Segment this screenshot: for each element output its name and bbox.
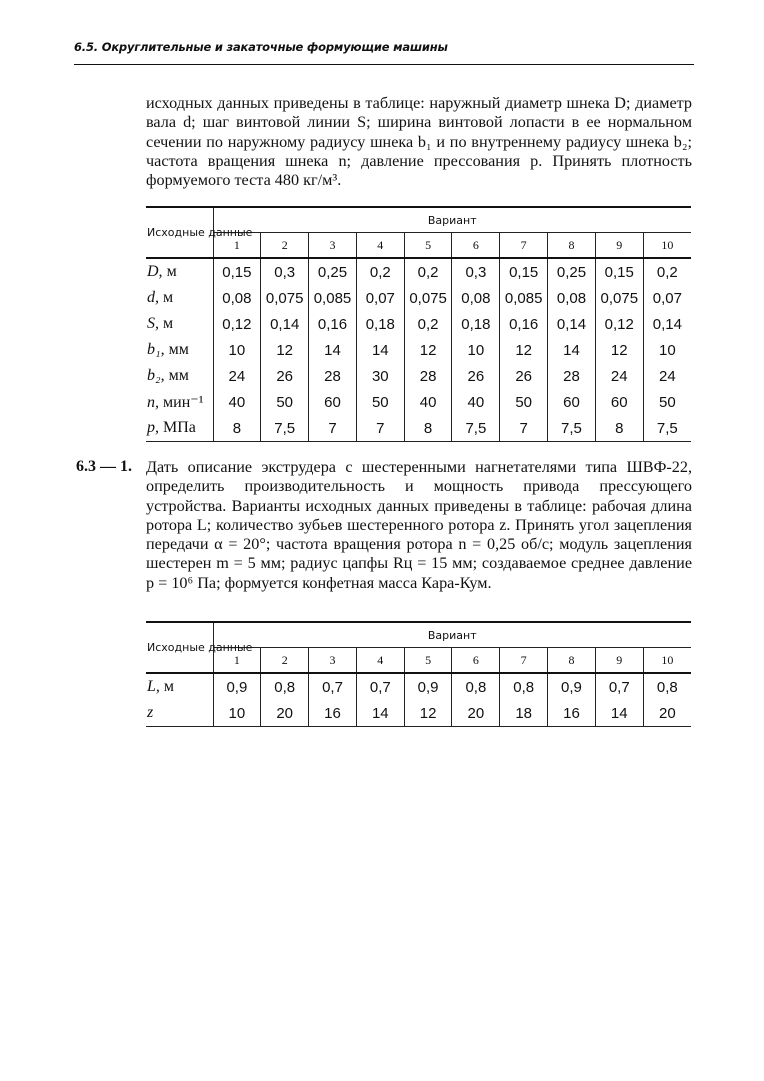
variant-number-cell: 1: [213, 648, 261, 674]
table-cell: 0,18: [452, 311, 500, 337]
parameter-label: [146, 415, 213, 442]
table-cell: 0,075: [404, 285, 452, 311]
parameter-unit: мм: [164, 341, 189, 358]
parameter-label: [146, 700, 213, 727]
parameter-symbol: D,: [147, 263, 163, 280]
header-row: [146, 622, 691, 648]
param-header-cell: Исходные данные: [146, 622, 213, 673]
table-cell: 14: [309, 337, 357, 363]
table-cell: 40: [213, 389, 261, 415]
table-cell: 20: [643, 700, 691, 727]
table-cell: 14: [548, 337, 596, 363]
table-cell: 26: [261, 363, 309, 389]
table-cell: 24: [595, 363, 643, 389]
table-cell: 12: [595, 337, 643, 363]
parameter-symbol: z: [147, 704, 154, 721]
table-cell: 0,16: [309, 311, 357, 337]
table-cell: 60: [595, 389, 643, 415]
table-cell: 50: [261, 389, 309, 415]
table-cell: 8: [404, 415, 452, 442]
table-cell: 28: [309, 363, 357, 389]
table-cell: 24: [213, 363, 261, 389]
table-cell: 0,085: [500, 285, 548, 311]
parameter-symbol: b₂,: [147, 367, 165, 384]
variant-header-cell: Вариант: [213, 207, 691, 233]
table-cell: 7,5: [261, 415, 309, 442]
table-row: [146, 285, 691, 311]
table-cell: 8: [595, 415, 643, 442]
table-cell: 0,08: [548, 285, 596, 311]
variant-number-cell: 2: [261, 648, 309, 674]
parameter-symbol: n,: [147, 394, 159, 411]
table-row: [146, 415, 691, 442]
table-cell: 10: [643, 337, 691, 363]
parameter-label: [146, 337, 213, 363]
running-header: 6.5. Округлительные и закаточные формующие машины: [74, 40, 448, 54]
table-cell: 0,3: [261, 258, 309, 285]
table-cell: 7: [500, 415, 548, 442]
table-cell: 12: [500, 337, 548, 363]
table-cell: 0,16: [500, 311, 548, 337]
table-cell: 0,14: [643, 311, 691, 337]
parameter-symbol: S,: [147, 315, 159, 332]
header-rule: [74, 64, 694, 65]
table-cell: 0,2: [643, 258, 691, 285]
table-cell: 12: [404, 337, 452, 363]
paragraph-2: Дать описание экструдера с шестеренными нагнетателями типа ШВФ-22, определить производительность и мощность привода прессующего устройства. Варианты исходных данных приведены в таблице: рабочая длина ротора L; количество зубьев шестеренного ротора z. Принять угол зацепления передачи α = 20°; частота вращения ротора n = 0,25 об/с; модуль зацепления шестерен m = 5 мм; радиус цапфы Rц = 15 мм; создаваемое среднее давление p = 10⁶ Па; формуется конфетная масса Кара-Кум.: [146, 458, 692, 592]
table-cell: 40: [452, 389, 500, 415]
table-row: [146, 389, 691, 415]
parameter-unit: м: [159, 289, 174, 306]
table-cell: 0,07: [356, 285, 404, 311]
table-cell: 0,14: [261, 311, 309, 337]
table-cell: 50: [643, 389, 691, 415]
parameter-label: [146, 389, 213, 415]
parameter-unit: мм: [164, 367, 189, 384]
table-cell: 0,15: [595, 258, 643, 285]
table-cell: 12: [261, 337, 309, 363]
table-cell: 0,9: [213, 673, 261, 700]
table-cell: 16: [548, 700, 596, 727]
variant-number-cell: 6: [452, 233, 500, 259]
parameter-unit: МПа: [159, 419, 196, 436]
table-cell: 0,14: [548, 311, 596, 337]
table-cell: 0,15: [500, 258, 548, 285]
variant-number-cell: 8: [548, 233, 596, 259]
table-cell: 18: [500, 700, 548, 727]
parameter-symbol: p,: [147, 419, 159, 436]
variant-number-cell: 4: [356, 648, 404, 674]
table-cell: 0,9: [548, 673, 596, 700]
table-cell: 8: [213, 415, 261, 442]
table-cell: 14: [356, 700, 404, 727]
variant-number-cell: 8: [548, 648, 596, 674]
variant-number-cell: 4: [356, 233, 404, 259]
table-cell: 0,8: [643, 673, 691, 700]
table-cell: 0,2: [356, 258, 404, 285]
table-cell: 0,7: [595, 673, 643, 700]
table-row: [146, 258, 691, 285]
variant-number-cell: 7: [500, 648, 548, 674]
table-cell: 28: [404, 363, 452, 389]
table-cell: 26: [500, 363, 548, 389]
variant-number-cell: 9: [595, 648, 643, 674]
table-cell: 40: [404, 389, 452, 415]
parameter-symbol: d,: [147, 289, 159, 306]
table-1: [146, 206, 691, 442]
table-cell: 0,12: [595, 311, 643, 337]
table-cell: 0,08: [213, 285, 261, 311]
paragraph-1: исходных данных приведены в таблице: наружный диаметр шнека D; диаметр вала d; шаг винтовой линии S; ширина винтовой лопасти в ее нормальном сечении по наружному радиусу шнека b₁ и по внутреннему радиусу шнека b₂; частота вращения шнека n; давление прессования p. Принять плотность формуемого теста 480 кг/м³.: [146, 94, 692, 190]
parameter-label: [146, 363, 213, 389]
header-row: [146, 207, 691, 233]
parameter-symbol: L,: [147, 678, 160, 695]
parameter-label: [146, 258, 213, 285]
parameter-label: [146, 311, 213, 337]
variant-header-cell: Вариант: [213, 622, 691, 648]
param-header-cell: Исходные данные: [146, 207, 213, 258]
table-cell: 26: [452, 363, 500, 389]
variant-number-cell: 9: [595, 233, 643, 259]
table-cell: 60: [548, 389, 596, 415]
variant-number-cell: 7: [500, 233, 548, 259]
table-cell: 7,5: [643, 415, 691, 442]
parameter-unit: м: [159, 678, 175, 695]
table-cell: 60: [309, 389, 357, 415]
table-cell: 14: [595, 700, 643, 727]
table-cell: 0,9: [404, 673, 452, 700]
variant-number-cell: 1: [213, 233, 261, 259]
table-cell: 0,08: [452, 285, 500, 311]
table-cell: 10: [452, 337, 500, 363]
table-cell: 0,15: [213, 258, 261, 285]
table-cell: 7,5: [452, 415, 500, 442]
parameter-label: [146, 673, 213, 700]
table-cell: 10: [213, 337, 261, 363]
table-row: [146, 311, 691, 337]
table-cell: 0,2: [404, 258, 452, 285]
variant-number-cell: 3: [309, 233, 357, 259]
variant-number-cell: 10: [643, 233, 691, 259]
table-cell: 50: [500, 389, 548, 415]
table-cell: 7: [309, 415, 357, 442]
table-cell: 0,07: [643, 285, 691, 311]
table-cell: 24: [643, 363, 691, 389]
table-cell: 0,7: [356, 673, 404, 700]
table-cell: 10: [213, 700, 261, 727]
table-cell: 20: [452, 700, 500, 727]
table-cell: 14: [356, 337, 404, 363]
table-cell: 0,12: [213, 311, 261, 337]
parameter-unit: м: [162, 263, 177, 280]
variant-number-cell: 2: [261, 233, 309, 259]
table-row: [146, 673, 691, 700]
table-row: [146, 337, 691, 363]
table-cell: 0,8: [452, 673, 500, 700]
table-cell: 0,075: [595, 285, 643, 311]
table-cell: 0,8: [261, 673, 309, 700]
table-cell: 0,075: [261, 285, 309, 311]
table-cell: 20: [261, 700, 309, 727]
table-row: [146, 700, 691, 727]
variant-number-cell: 10: [643, 648, 691, 674]
table-cell: 0,8: [500, 673, 548, 700]
table-cell: 16: [309, 700, 357, 727]
table-cell: 12: [404, 700, 452, 727]
table-cell: 28: [548, 363, 596, 389]
table-cell: 0,3: [452, 258, 500, 285]
variant-number-cell: 3: [309, 648, 357, 674]
table-cell: 0,7: [309, 673, 357, 700]
parameter-unit: м: [159, 315, 174, 332]
table-cell: 0,085: [309, 285, 357, 311]
parameter-symbol: b₁,: [147, 341, 165, 358]
variant-number-cell: 5: [404, 648, 452, 674]
parameter-label: [146, 285, 213, 311]
variant-number-cell: 5: [404, 233, 452, 259]
table-cell: 7,5: [548, 415, 596, 442]
table-cell: 0,25: [309, 258, 357, 285]
table-cell: 0,18: [356, 311, 404, 337]
table-cell: 50: [356, 389, 404, 415]
table-cell: 0,25: [548, 258, 596, 285]
variant-number-cell: 6: [452, 648, 500, 674]
table-row: [146, 363, 691, 389]
parameter-unit: мин⁻¹: [159, 394, 204, 411]
table-2: [146, 621, 691, 727]
table-cell: 7: [356, 415, 404, 442]
table-cell: 0,2: [404, 311, 452, 337]
task-number: 6.3 — 1.: [76, 458, 132, 475]
table-cell: 30: [356, 363, 404, 389]
